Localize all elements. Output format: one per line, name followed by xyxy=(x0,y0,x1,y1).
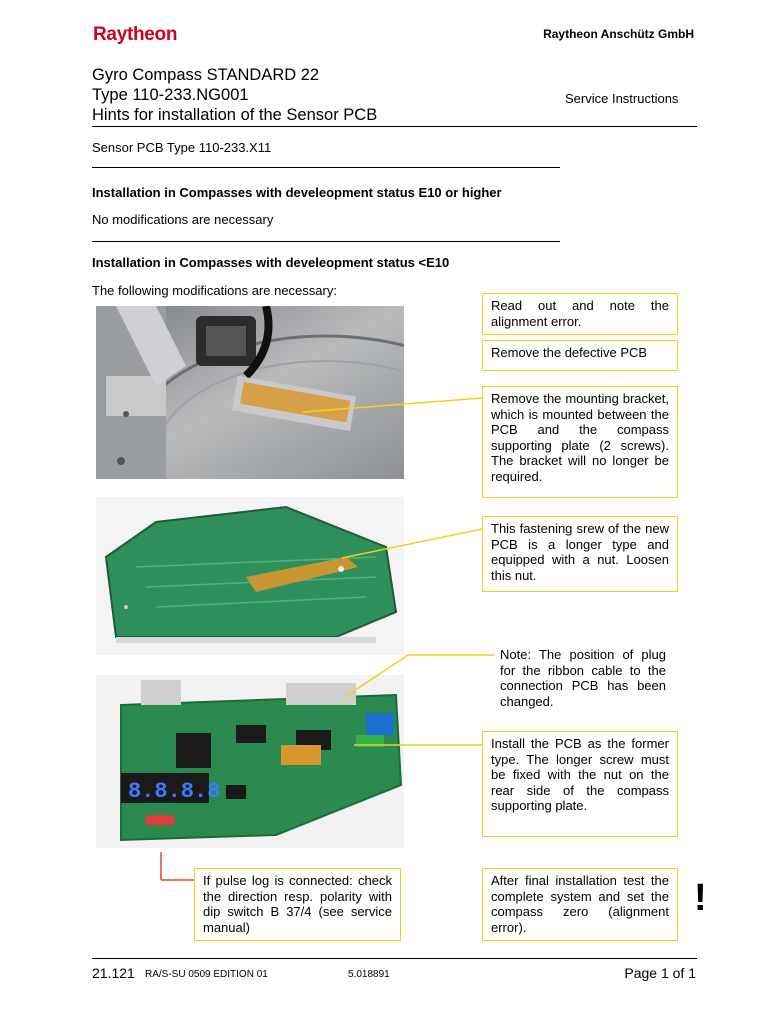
doc-type: Service Instructions xyxy=(565,91,679,106)
pcb-seven-segment-display: 8.8.8.8 xyxy=(128,779,221,804)
callout-remove-pcb: Remove the defective PCB xyxy=(482,340,678,371)
doc-title-line-3: Hints for installation of the Sensor PCB xyxy=(92,106,378,124)
footer-part-number: 5.018891 xyxy=(348,969,390,980)
doc-title-line-2: Type 110-233.NG001 xyxy=(92,86,249,104)
company-name: Raytheon Anschütz GmbH xyxy=(543,27,694,41)
doc-title-line-1: Gyro Compass STANDARD 22 xyxy=(92,66,320,84)
footer-page: Page 1 of 1 xyxy=(624,965,696,981)
callout-final-test: After final installation test the complete system and set the compass zero (alignment error). xyxy=(482,868,678,941)
footer-divider xyxy=(92,958,697,959)
footer-doc-number: 21.121 xyxy=(92,965,135,981)
section2-heading: Installation in Compasses with develeopment status <E10 xyxy=(92,255,450,270)
callout-read-out: Read out and note the alignment error. xyxy=(482,293,678,335)
section2-text: The following modifications are necessary: xyxy=(92,283,337,298)
callout-install-pcb: Install the PCB as the former type. The longer screw must be fixed with the nut on the rear side of the compass supporting plate. xyxy=(482,731,678,837)
raytheon-logo: Raytheon xyxy=(93,24,178,45)
callout-remove-bracket: Remove the mounting bracket, which is mounted between the PCB and the compass supporting plate (2 screws). The bracket will no longer be required. xyxy=(482,386,678,498)
subtitle: Sensor PCB Type 110-233.X11 xyxy=(92,140,272,155)
section1-heading: Installation in Compasses with develeopment status E10 or higher xyxy=(92,185,502,200)
note-plug-position: Note: The position of plug for the ribbon cable to the connection PCB has been changed. xyxy=(500,647,666,709)
footer-edition: RA/S-SU 0509 EDITION 01 xyxy=(145,969,268,980)
warning-exclamation: ! xyxy=(694,877,707,919)
callout-fastening-screw: This fastening srew of the new PCB is a longer type and equipped with a nut. Loosen this nut. xyxy=(482,516,678,592)
section1-text: No modifications are necessary xyxy=(92,212,274,227)
callout-pulse-log: If pulse log is connected: check the direction resp. polarity with dip switch B 37/4 (see service manual) xyxy=(194,868,401,941)
